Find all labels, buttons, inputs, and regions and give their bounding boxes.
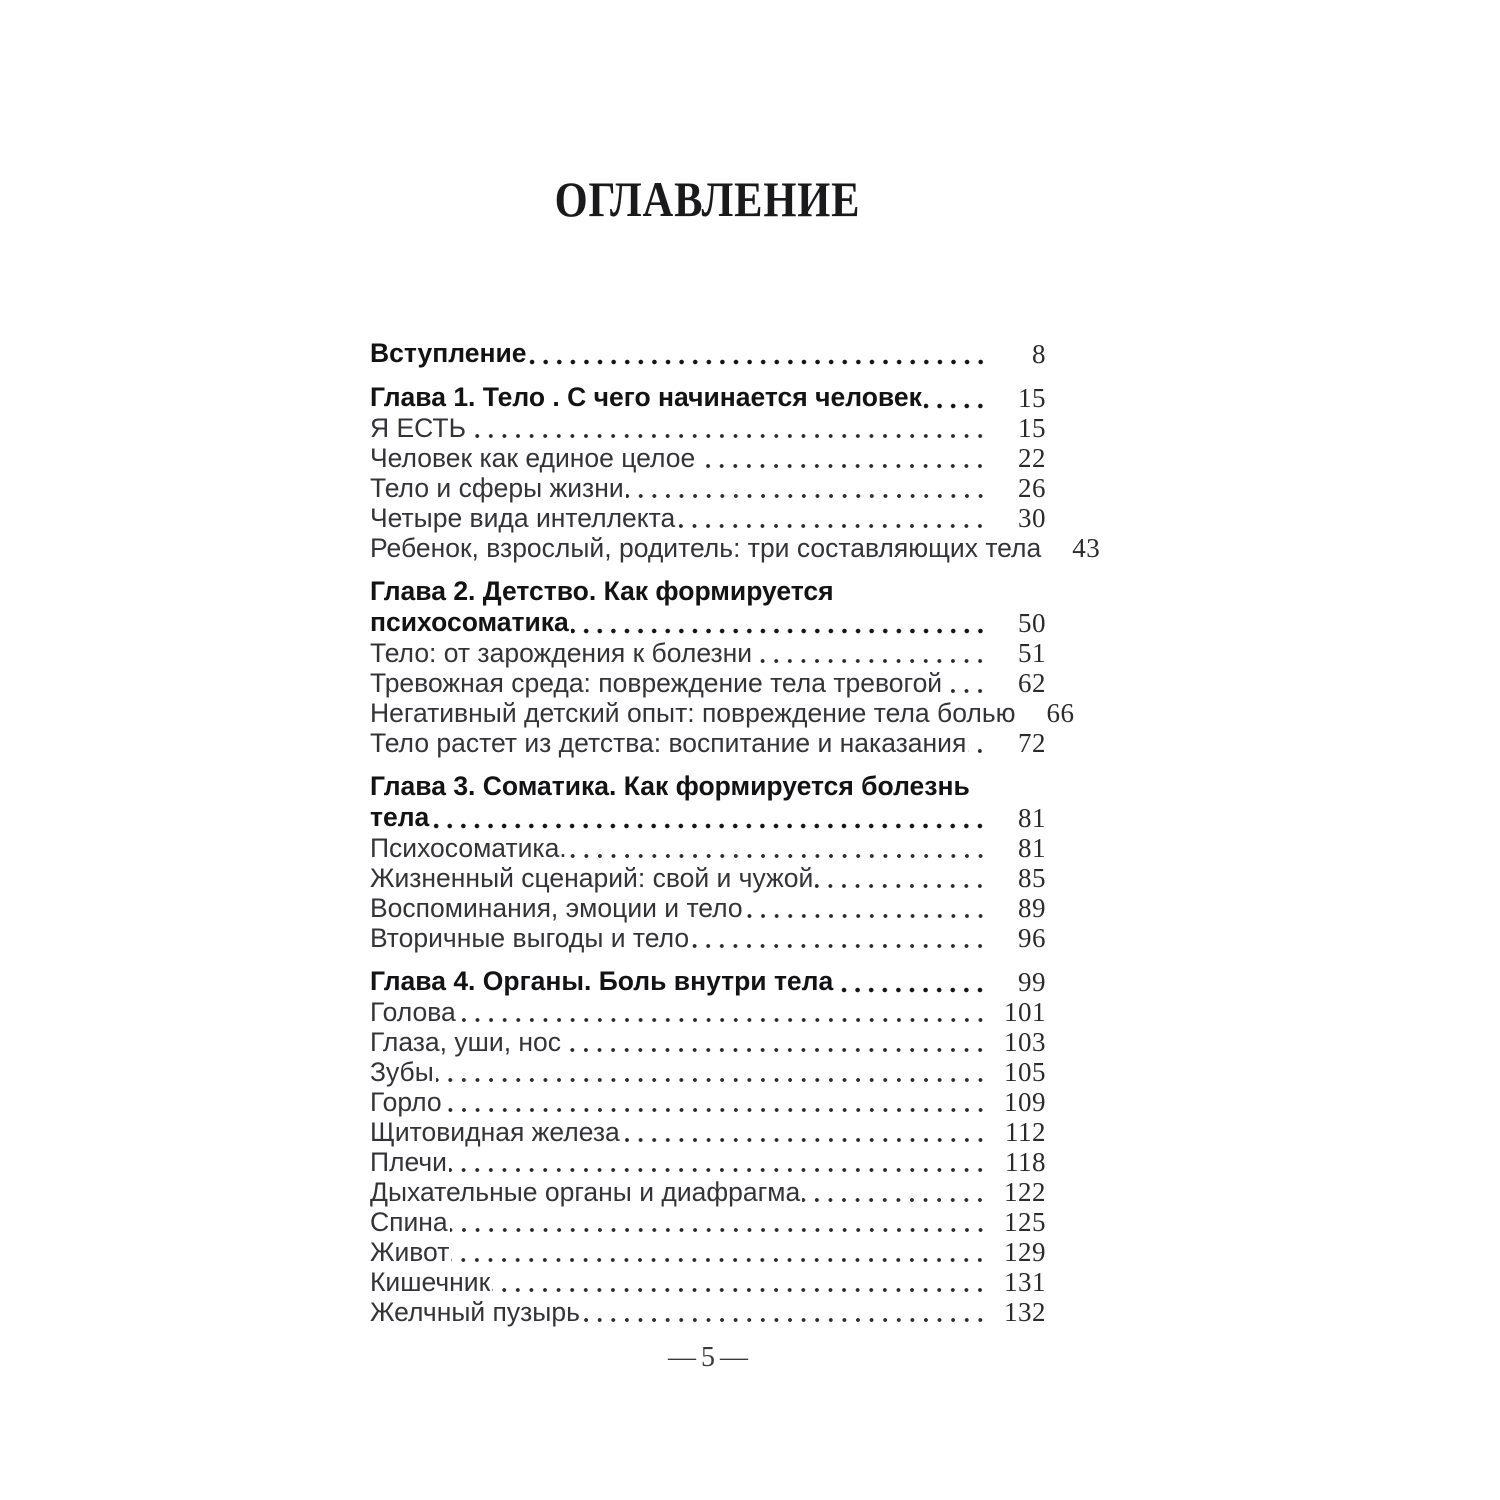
toc-entry bbox=[370, 668, 1046, 698]
dot-leader bbox=[563, 1027, 989, 1057]
toc-entry-label: Дыхательные органы и диафрагма bbox=[370, 1177, 801, 1207]
toc-entry-page-number: 132 bbox=[1004, 1297, 1046, 1327]
dot-leader bbox=[944, 668, 989, 698]
page-title: ОГЛАВЛЕНИЕ bbox=[554, 171, 861, 227]
page-footer bbox=[370, 1342, 1046, 1374]
footer-dash-left: — bbox=[668, 1342, 696, 1373]
toc-entry bbox=[370, 1207, 1046, 1237]
toc-entry-label: Жизненный сценарий: свой и чужой bbox=[370, 863, 814, 893]
dot-leader bbox=[802, 1177, 989, 1207]
toc-entry-label: Тревожная среда: повреждение тела тревогой bbox=[370, 668, 943, 698]
toc-entry-page-number: 101 bbox=[1004, 997, 1046, 1027]
toc-entry bbox=[370, 1267, 1046, 1297]
dot-leader bbox=[754, 638, 989, 668]
toc-entry-label: Кишечник bbox=[370, 1267, 491, 1297]
toc-entry-label: Спина bbox=[370, 1207, 448, 1237]
toc-entry-label: Глаза, уши, нос bbox=[370, 1027, 562, 1057]
toc-entry-label: Щитовидная железа bbox=[370, 1117, 620, 1147]
toc-entry-page-number: 51 bbox=[1018, 638, 1046, 668]
toc-entry-chapter bbox=[370, 966, 1046, 997]
dot-leader bbox=[436, 1057, 989, 1087]
toc-entry-page-number: 66 bbox=[1046, 698, 1075, 728]
toc-entry-label: психосоматика bbox=[370, 607, 569, 637]
toc-entry-page-number: 50 bbox=[1018, 608, 1046, 638]
toc-entry-page-number: 125 bbox=[1004, 1207, 1046, 1237]
dot-leader bbox=[529, 339, 989, 369]
toc-entry-page-number: 26 bbox=[1018, 473, 1046, 503]
dot-leader bbox=[449, 1147, 989, 1177]
toc-entry bbox=[370, 1297, 1046, 1327]
dot-leader bbox=[622, 1117, 989, 1147]
toc-entry-label: Глава 3. Соматика. Как формируется болезнь bbox=[370, 771, 970, 801]
footer-dash-right: — bbox=[720, 1342, 748, 1373]
dot-leader bbox=[582, 1297, 989, 1327]
toc-entry bbox=[370, 473, 1046, 503]
dot-leader bbox=[450, 1207, 989, 1237]
toc-entry-page-number: 89 bbox=[1018, 893, 1046, 923]
toc-entry bbox=[370, 1027, 1046, 1057]
toc-entry-label: Негативный детский опыт: повреждение тела болью bbox=[370, 698, 1016, 728]
dot-leader bbox=[745, 893, 989, 923]
toc-entry-label: Глава 2. Детство. Как формируется bbox=[370, 576, 834, 606]
toc-entry-page-number: 99 bbox=[1018, 967, 1046, 997]
toc-entry-page-number: 129 bbox=[1004, 1237, 1046, 1267]
toc-entry-page-number: 122 bbox=[1004, 1177, 1046, 1207]
toc-entry-page-number: 112 bbox=[1005, 1117, 1046, 1147]
toc-entry-page-number: 96 bbox=[1018, 923, 1046, 953]
toc-entry-label: Голова bbox=[370, 997, 456, 1027]
table-of-contents bbox=[370, 338, 1101, 1327]
toc-entry-chapter bbox=[370, 338, 1046, 369]
toc-entry-page-number: 105 bbox=[1004, 1057, 1046, 1087]
toc-entry-page-number: 131 bbox=[1004, 1267, 1046, 1297]
toc-entry-page-number: 72 bbox=[1018, 728, 1046, 758]
dot-leader bbox=[468, 413, 989, 443]
dot-leader bbox=[451, 1237, 989, 1267]
footer-page-number: 5 bbox=[701, 1342, 715, 1373]
dot-leader bbox=[815, 863, 989, 893]
dot-leader bbox=[626, 473, 989, 503]
toc-entry-chapter bbox=[370, 802, 1046, 833]
toc-entry-label: Желчный пузырь bbox=[370, 1297, 580, 1327]
toc-entry bbox=[370, 923, 1046, 953]
toc-entry bbox=[370, 1057, 1046, 1087]
toc-entry-label: Тело и сферы жизни bbox=[370, 473, 624, 503]
toc-entry-label: Плечи bbox=[370, 1147, 447, 1177]
dot-leader bbox=[677, 503, 989, 533]
toc-entry-page-number: 30 bbox=[1018, 503, 1046, 533]
toc-entry-label: Четыре вида интеллекта bbox=[370, 503, 676, 533]
toc-entry-label: Воспоминания, эмоции и тело bbox=[370, 893, 743, 923]
dot-leader bbox=[444, 1087, 989, 1117]
toc-entry-label: тела bbox=[370, 802, 430, 832]
toc-entry-page-number: 81 bbox=[1018, 803, 1046, 833]
toc-entry bbox=[370, 893, 1046, 923]
toc-entry-chapter bbox=[370, 382, 1046, 413]
toc-entry-chapter bbox=[370, 771, 1046, 802]
toc-entry bbox=[370, 503, 1046, 533]
toc-entry-label: Вторичные выгоды и тело bbox=[370, 923, 690, 953]
toc-entry-label: Горло bbox=[370, 1087, 442, 1117]
toc-entry bbox=[370, 833, 1046, 863]
dot-leader bbox=[691, 923, 989, 953]
toc-entry bbox=[370, 1237, 1046, 1267]
toc-entry bbox=[370, 1177, 1046, 1207]
toc-entry bbox=[370, 997, 1046, 1027]
dot-leader bbox=[458, 997, 989, 1027]
toc-entry-page-number: 103 bbox=[1004, 1027, 1046, 1057]
toc-entry-label: Вступление bbox=[370, 338, 527, 368]
toc-entry-chapter bbox=[370, 607, 1046, 638]
dot-leader bbox=[968, 728, 989, 758]
toc-entry-label: Человек как единое целое bbox=[370, 443, 696, 473]
toc-entry-label: Глава 1. Тело . С чего начинается человек bbox=[370, 382, 922, 412]
dot-leader bbox=[571, 608, 989, 638]
toc-entry-label: Ребенок, взрослый, родитель: три составляющих тела bbox=[370, 533, 1042, 563]
dot-leader bbox=[492, 1267, 989, 1297]
dot-leader bbox=[697, 443, 989, 473]
dot-leader bbox=[835, 967, 989, 997]
toc-entry-page-number: 109 bbox=[1004, 1087, 1046, 1117]
toc-entry-page-number: 15 bbox=[1018, 383, 1046, 413]
toc-entry-page-number: 15 bbox=[1018, 413, 1046, 443]
toc-entry-label: Глава 4. Органы. Боль внутри тела bbox=[370, 966, 834, 996]
toc-entry-page-number: 8 bbox=[1032, 339, 1046, 369]
toc-entry bbox=[370, 533, 1101, 563]
dot-leader bbox=[569, 833, 989, 863]
toc-entry bbox=[370, 1117, 1046, 1147]
toc-entry-page-number: 22 bbox=[1018, 443, 1046, 473]
toc-entry-label: Живот bbox=[370, 1237, 450, 1267]
toc-entry bbox=[370, 413, 1046, 443]
toc-entry bbox=[370, 863, 1046, 893]
toc-entry-page-number: 85 bbox=[1018, 863, 1046, 893]
toc-entry-label: Тело: от зарождения к болезни bbox=[370, 638, 753, 668]
toc-entry-label: Тело растет из детства: воспитание и наказания bbox=[370, 728, 967, 758]
dot-leader bbox=[924, 383, 989, 413]
toc-entry bbox=[370, 728, 1046, 758]
toc-entry bbox=[370, 698, 1075, 728]
toc-entry-page-number: 62 bbox=[1018, 668, 1046, 698]
toc-entry-page-number: 81 bbox=[1018, 833, 1046, 863]
toc-entry-page-number: 118 bbox=[1005, 1147, 1046, 1177]
toc-entry-label: Психосоматика. bbox=[370, 833, 567, 863]
toc-entry-chapter bbox=[370, 576, 1046, 607]
dot-leader bbox=[431, 803, 989, 833]
toc-entry-label: Зубы bbox=[370, 1057, 434, 1087]
toc-entry bbox=[370, 1087, 1046, 1117]
toc-entry bbox=[370, 1147, 1046, 1177]
toc-entry-label: Я ЕСТЬ bbox=[370, 413, 467, 443]
toc-entry bbox=[370, 638, 1046, 668]
toc-entry bbox=[370, 443, 1046, 473]
toc-entry-page-number: 43 bbox=[1072, 533, 1101, 563]
